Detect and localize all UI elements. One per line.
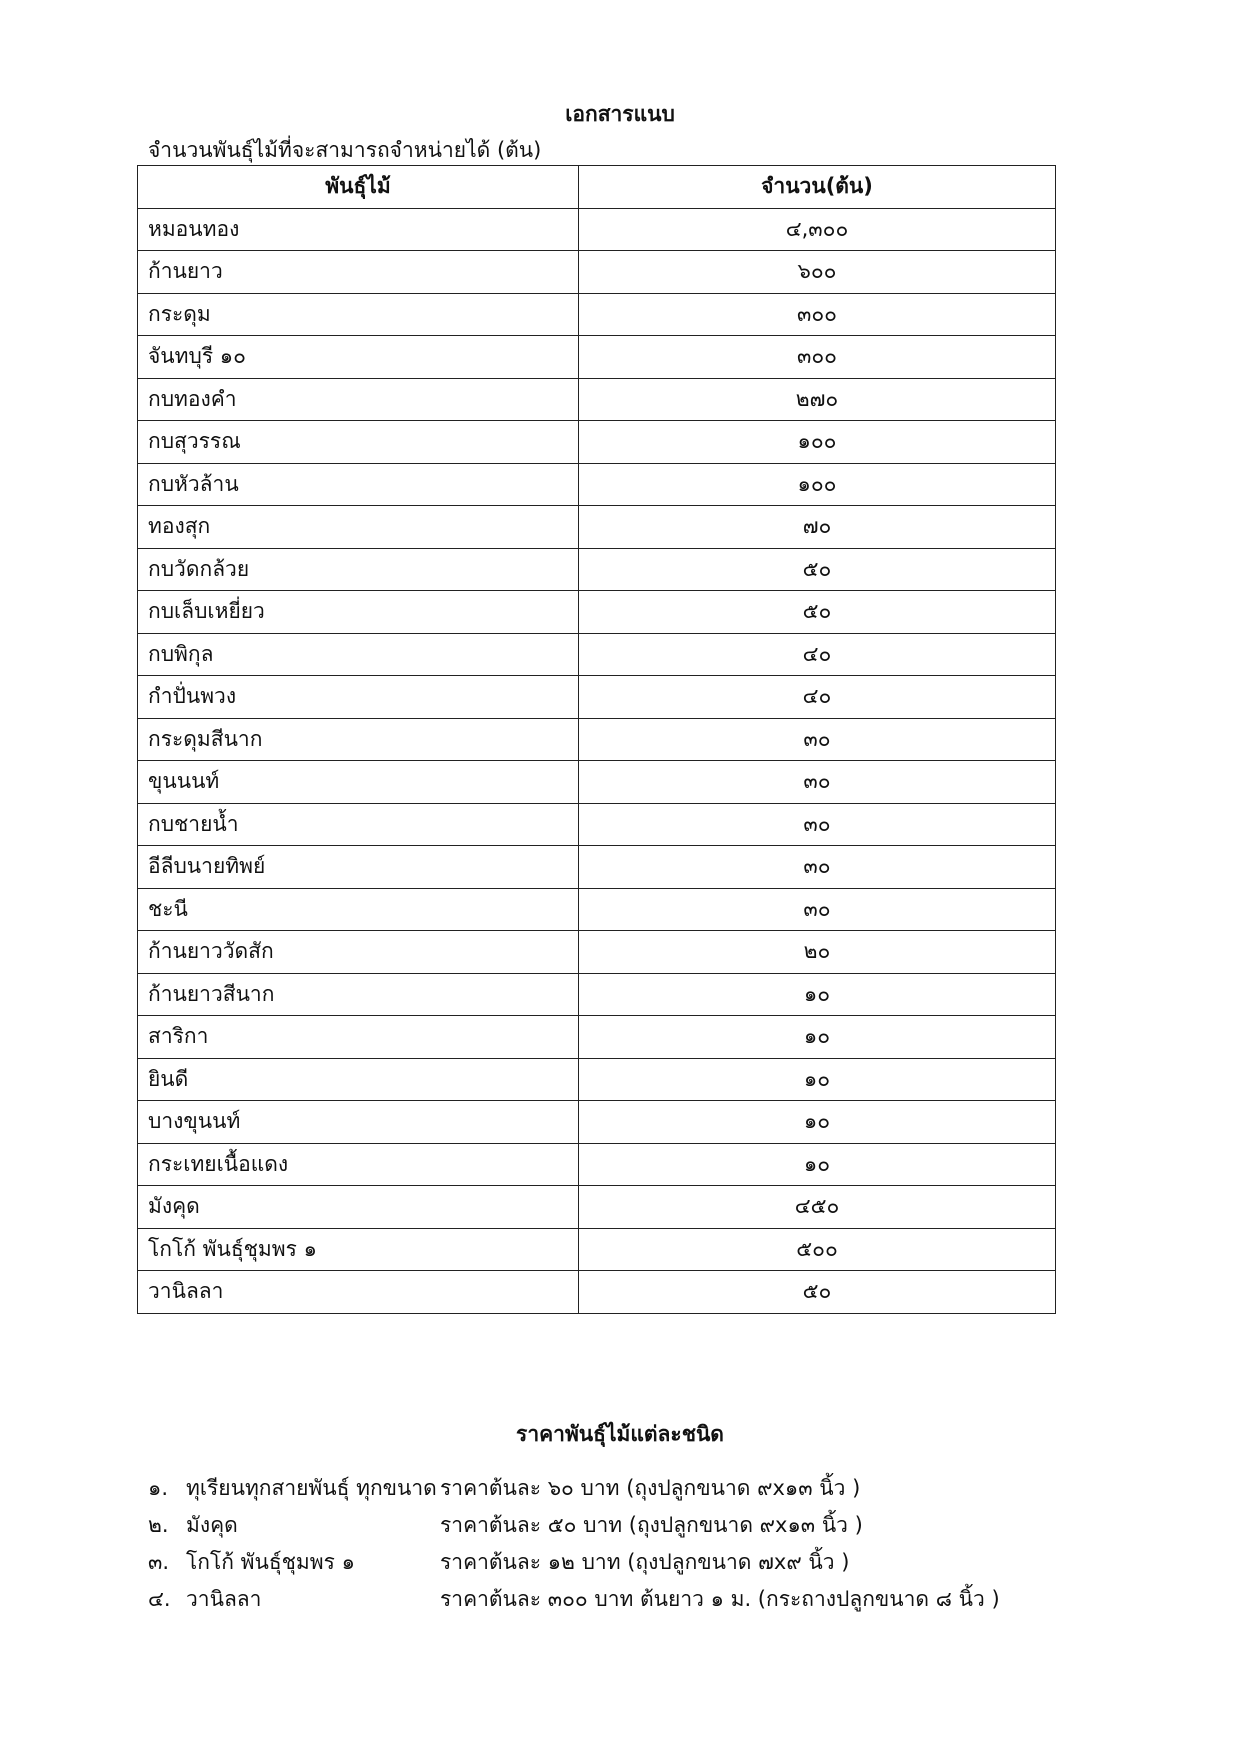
variety-quantity: ๑๐ — [579, 973, 1056, 1016]
variety-quantity: ๔๐ — [579, 633, 1056, 676]
variety-name: ก้านยาวสีนาก — [138, 973, 579, 1016]
variety-quantity: ๑๐๐ — [579, 421, 1056, 464]
variety-quantity: ๑๐ — [579, 1143, 1056, 1186]
variety-quantity: ๓๐ — [579, 803, 1056, 846]
variety-name: หมอนทอง — [138, 208, 579, 251]
table-row — [138, 251, 1056, 294]
document-title: เอกสารแนบ — [565, 102, 675, 126]
variety-name: มังคุด — [138, 1186, 579, 1229]
variety-quantity: ๓๐๐ — [579, 293, 1056, 336]
price-section-heading: ราคาพันธุ์ไม้แต่ละชนิด — [516, 1422, 724, 1446]
table-header-row — [138, 166, 1056, 209]
table-row — [138, 378, 1056, 421]
table-row — [138, 633, 1056, 676]
table-body — [138, 208, 1056, 1313]
variety-name: กบชายน้ำ — [138, 803, 579, 846]
variety-name: กำปั่นพวง — [138, 676, 579, 719]
variety-name: โกโก้ พันธุ์ชุมพร ๑ — [138, 1228, 579, 1271]
variety-quantity: ๒๗๐ — [579, 378, 1056, 421]
variety-name: จันทบุรี ๑๐ — [138, 336, 579, 379]
table-row — [138, 803, 1056, 846]
price-item-detail: ราคาต้นละ ๕๐ บาท (ถุงปลูกขนาด ๙x๑๓ นิ้ว ) — [440, 1513, 863, 1537]
variety-quantity: ๔,๓๐๐ — [579, 208, 1056, 251]
variety-quantity: ๓๐ — [579, 846, 1056, 889]
price-item-number: ๒. — [148, 1513, 169, 1537]
variety-quantity: ๑๐ — [579, 1101, 1056, 1144]
table-row — [138, 846, 1056, 889]
variety-name: ยินดี — [138, 1058, 579, 1101]
price-item-detail: ราคาต้นละ ๓๐๐ บาท ต้นยาว ๑ ม. (กระถางปลูกขนาด ๘ นิ้ว ) — [440, 1587, 1000, 1611]
variety-name: ขุนนนท์ — [138, 761, 579, 804]
header-quantity: จำนวน(ต้น) — [579, 166, 1056, 209]
table-row — [138, 421, 1056, 464]
plant-quantity-table — [137, 165, 1056, 1314]
variety-quantity: ๗๐ — [579, 506, 1056, 549]
variety-name: อีลีบนายทิพย์ — [138, 846, 579, 889]
variety-name: วานิลลา — [138, 1271, 579, 1314]
variety-name: ทองสุก — [138, 506, 579, 549]
variety-name: ชะนี — [138, 888, 579, 931]
variety-quantity: ๖๐๐ — [579, 251, 1056, 294]
variety-quantity: ๒๐ — [579, 931, 1056, 974]
table-row — [138, 1143, 1056, 1186]
variety-quantity: ๓๐ — [579, 761, 1056, 804]
variety-name: กระเทยเนื้อแดง — [138, 1143, 579, 1186]
variety-name: ก้านยาว — [138, 251, 579, 294]
price-item-number: ๑. — [148, 1476, 169, 1500]
table-row — [138, 676, 1056, 719]
variety-name: กระดุมสีนาก — [138, 718, 579, 761]
variety-quantity: ๓๐๐ — [579, 336, 1056, 379]
table-row — [138, 208, 1056, 251]
variety-name: กระดุม — [138, 293, 579, 336]
table-row — [138, 548, 1056, 591]
price-item-name: มังคุด — [186, 1513, 238, 1537]
table-row — [138, 1228, 1056, 1271]
variety-quantity: ๕๐ — [579, 1271, 1056, 1314]
table-row — [138, 1101, 1056, 1144]
variety-name: กบเล็บเหยี่ยว — [138, 591, 579, 634]
variety-quantity: ๔๕๐ — [579, 1186, 1056, 1229]
price-item-name: ทุเรียนทุกสายพันธุ์ ทุกขนาด — [186, 1476, 437, 1500]
header-variety: พันธุ์ไม้ — [138, 166, 579, 209]
price-item-detail: ราคาต้นละ ๑๒ บาท (ถุงปลูกขนาด ๗x๙ นิ้ว ) — [440, 1550, 850, 1574]
variety-name: กบทองคำ — [138, 378, 579, 421]
price-list-item — [148, 1509, 1148, 1546]
variety-name: บางขุนนท์ — [138, 1101, 579, 1144]
price-item-number: ๔. — [148, 1587, 171, 1611]
price-list-item — [148, 1546, 1148, 1583]
variety-name: กบสุวรรณ — [138, 421, 579, 464]
table-row — [138, 293, 1056, 336]
table-row — [138, 761, 1056, 804]
variety-quantity: ๕๐๐ — [579, 1228, 1056, 1271]
table-row — [138, 1186, 1056, 1229]
table-row — [138, 336, 1056, 379]
table-row — [138, 973, 1056, 1016]
variety-name: กบพิกุล — [138, 633, 579, 676]
price-list-item — [148, 1583, 1148, 1620]
variety-quantity: ๔๐ — [579, 676, 1056, 719]
table-row — [138, 506, 1056, 549]
table-row — [138, 931, 1056, 974]
variety-quantity: ๓๐ — [579, 718, 1056, 761]
variety-name: กบหัวล้าน — [138, 463, 579, 506]
table-row — [138, 1058, 1056, 1101]
table-row — [138, 888, 1056, 931]
price-item-detail: ราคาต้นละ ๖๐ บาท (ถุงปลูกขนาด ๙x๑๓ นิ้ว ) — [440, 1476, 861, 1500]
variety-name: ก้านยาววัดสัก — [138, 931, 579, 974]
variety-quantity: ๑๐ — [579, 1016, 1056, 1059]
price-list — [148, 1472, 1148, 1620]
price-item-name: โกโก้ พันธุ์ชุมพร ๑ — [186, 1550, 355, 1574]
price-item-name: วานิลลา — [186, 1587, 262, 1611]
table-row — [138, 1016, 1056, 1059]
variety-name: สาริกา — [138, 1016, 579, 1059]
table-caption: จำนวนพันธุ์ไม้ที่จะสามารถจำหน่ายได้ (ต้น) — [148, 138, 542, 162]
variety-quantity: ๓๐ — [579, 888, 1056, 931]
variety-quantity: ๑๐๐ — [579, 463, 1056, 506]
table-row — [138, 463, 1056, 506]
price-item-number: ๓. — [148, 1550, 170, 1574]
variety-quantity: ๕๐ — [579, 591, 1056, 634]
variety-quantity: ๕๐ — [579, 548, 1056, 591]
price-list-item — [148, 1472, 1148, 1509]
table-row — [138, 718, 1056, 761]
table-row — [138, 591, 1056, 634]
variety-quantity: ๑๐ — [579, 1058, 1056, 1101]
variety-name: กบวัดกล้วย — [138, 548, 579, 591]
table-row — [138, 1271, 1056, 1314]
